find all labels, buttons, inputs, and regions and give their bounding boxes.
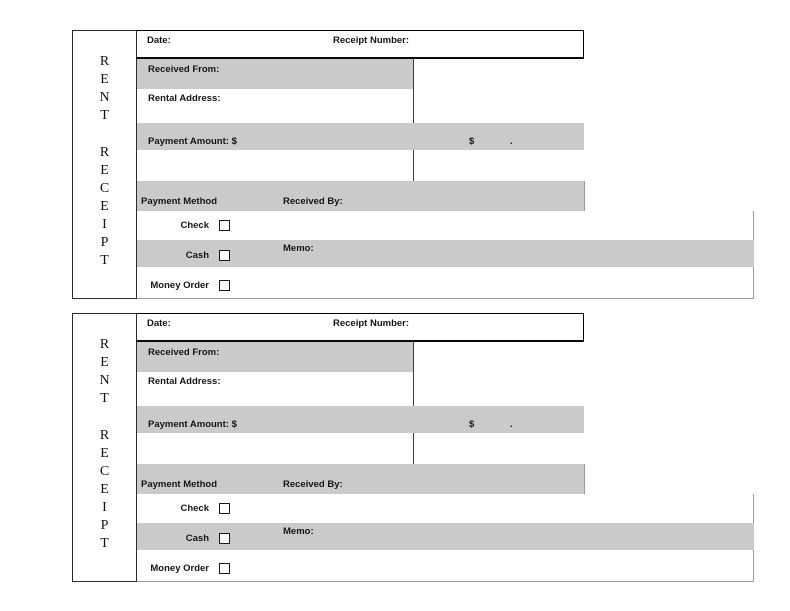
date-label: Date:	[147, 318, 171, 329]
vertical-title-strip	[72, 313, 137, 582]
title-letter: E	[100, 163, 109, 178]
payment-amount-label: Payment Amount: $	[148, 136, 237, 147]
column-divider-line	[413, 342, 414, 464]
received-from-label: Received From:	[148, 64, 220, 75]
memo-label: Memo:	[283, 526, 314, 537]
bottom-edge-line	[72, 298, 754, 299]
payment-amount-field	[137, 406, 584, 433]
date-receipt-number-row	[137, 30, 584, 59]
title-letter: E	[100, 482, 109, 497]
title-letter: T	[100, 253, 109, 268]
receipt-number-label: Receipt Number:	[333, 318, 410, 329]
receipt-number-label: Receipt Number:	[333, 35, 410, 46]
title-letter: C	[99, 464, 110, 479]
check-label: Check	[180, 220, 209, 231]
title-letter: T	[100, 108, 109, 123]
title-letter: T	[100, 536, 109, 551]
memo-label: Memo:	[283, 243, 314, 254]
title-letter: E	[100, 355, 109, 370]
money-order-checkbox[interactable]	[219, 280, 230, 291]
received-by-label: Received By:	[283, 479, 343, 490]
title-letter: N	[99, 90, 110, 105]
title-letter: R	[99, 145, 110, 160]
rental-address-label: Rental Address:	[148, 376, 221, 387]
title-letter: R	[99, 54, 110, 69]
title-letter: E	[100, 72, 109, 87]
payment-amount-field	[137, 123, 584, 150]
date-label: Date:	[147, 35, 171, 46]
vertical-title-strip	[72, 30, 137, 299]
date-receipt-number-row	[137, 313, 584, 342]
title-letter: I	[102, 500, 107, 515]
title-letter: T	[100, 391, 109, 406]
payment-method-header-row	[137, 464, 585, 494]
title-letter: C	[99, 181, 110, 196]
title-letter: N	[99, 373, 110, 388]
payment-method-label: Payment Method	[141, 479, 218, 490]
check-checkbox[interactable]	[219, 503, 230, 514]
title-letter: E	[100, 199, 109, 214]
check-label: Check	[180, 503, 209, 514]
money-order-label: Money Order	[150, 280, 209, 291]
check-checkbox[interactable]	[219, 220, 230, 231]
cents-dollar-sign: $	[469, 419, 475, 430]
title-letter: I	[102, 217, 107, 232]
title-letter: R	[99, 337, 110, 352]
received-from-label: Received From:	[148, 347, 220, 358]
payment-amount-label: Payment Amount: $	[148, 419, 237, 430]
money-order-checkbox[interactable]	[219, 563, 230, 574]
title-letter: E	[100, 446, 109, 461]
cash-checkbox[interactable]	[219, 250, 230, 261]
cash-label: Cash	[185, 533, 209, 544]
cash-checkbox[interactable]	[219, 533, 230, 544]
cash-label: Cash	[185, 250, 209, 261]
bottom-edge-line	[72, 581, 754, 582]
column-divider-line	[413, 59, 414, 181]
receipt-block-1	[72, 30, 754, 300]
received-from-field	[137, 59, 413, 89]
amount-decimal-point: .	[510, 419, 513, 430]
amount-decimal-point: .	[510, 136, 513, 147]
payment-method-label: Payment Method	[141, 196, 218, 207]
vertical-title	[73, 31, 136, 270]
title-letter: P	[100, 235, 109, 250]
received-by-label: Received By:	[283, 196, 343, 207]
money-order-label: Money Order	[150, 563, 209, 574]
rental-address-label: Rental Address:	[148, 93, 221, 104]
payment-method-header-row	[137, 181, 585, 211]
receipt-block-2	[72, 313, 754, 583]
cents-dollar-sign: $	[469, 136, 475, 147]
received-from-field	[137, 342, 413, 372]
title-letter: P	[100, 518, 109, 533]
title-letter: R	[99, 428, 110, 443]
vertical-title	[73, 314, 136, 553]
